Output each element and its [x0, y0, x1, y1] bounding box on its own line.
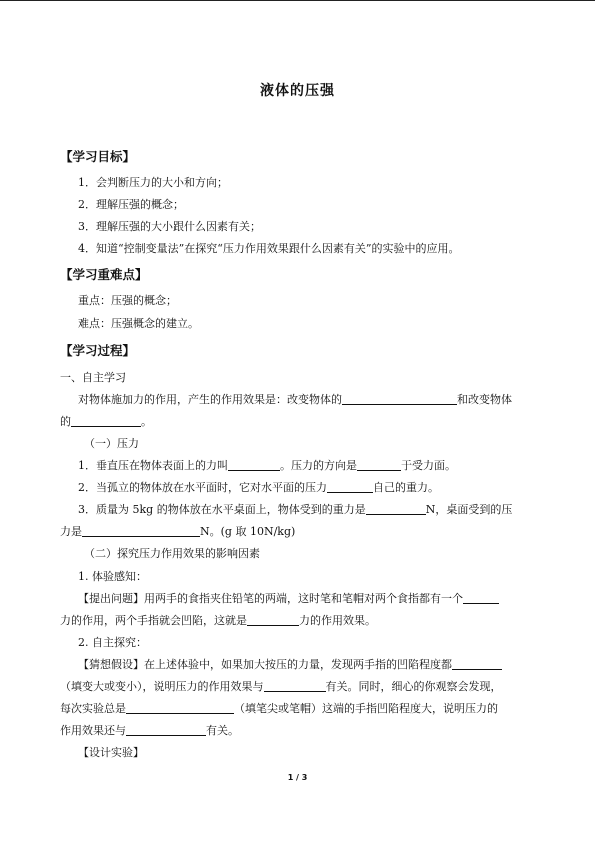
- intro-line-1: 对物体施加力的作用，产生的作用效果是：改变物体的 和改变物体: [78, 393, 512, 406]
- hypothesis-line-3: 每次实验总是 （填笔尖或笔帽）这端的手指凹陷程度大，说明压力的: [60, 702, 498, 715]
- blank-field[interactable]: [82, 525, 200, 537]
- key-point-2: 难点：压强概念的建立。: [78, 317, 199, 330]
- blank-field[interactable]: [264, 680, 326, 692]
- goal-item-2: 2．理解压强的概念；: [78, 198, 184, 211]
- part1-heading: （一）压力: [84, 437, 139, 450]
- question-1: 1．垂直压在物体表面上的力叫 。压力的方向是 于受力面。: [78, 459, 456, 472]
- blank-field[interactable]: [342, 393, 457, 405]
- blank-field[interactable]: [463, 592, 499, 604]
- goal-item-4: 4．知道“控制变量法”在探究“压力作用效果跟什么因素有关”的实验中的应用。: [78, 242, 460, 255]
- key-points-heading: 【学习重难点】: [60, 267, 148, 282]
- key-point-1: 重点：压强的概念；: [78, 294, 177, 307]
- hypothesis-line-4: 作用效果还与 有关。: [60, 724, 239, 737]
- question-3-line-1: 3．质量为 5kg 的物体放在水平桌面上，物体受到的重力是 N，桌面受到的压: [78, 503, 513, 516]
- question-2: 2．当孤立的物体放在水平面时，它对水平面的压力 自己的重力。: [78, 481, 439, 494]
- part2-heading: （二）探究压力作用效果的影响因素: [84, 547, 260, 560]
- page-top-border: [0, 0, 595, 1]
- goal-item-3: 3．理解压强的大小跟什么因素有关；: [78, 220, 261, 233]
- blank-field[interactable]: [452, 658, 502, 670]
- page-number: 1 / 3: [287, 773, 308, 782]
- hypothesis-line-1: 【猜想假设】在上述体验中，如果加大按压的力量，发现两手指的凹陷程度都: [78, 658, 502, 672]
- blank-field[interactable]: [126, 702, 234, 714]
- goal-item-1: 1．会判断压力的大小和方向；: [78, 176, 228, 189]
- self-study-heading: 一、自主学习: [60, 371, 126, 384]
- blank-field[interactable]: [327, 481, 373, 493]
- design-experiment-heading: 【设计实验】: [78, 746, 144, 759]
- question-3-line-2: 力是 N。(g 取 10N/kg): [60, 525, 296, 538]
- experience-step: 1. 体验感知：: [78, 570, 147, 583]
- ask-question-line-1: 【提出问题】用两手的食指夹住铅笔的两端，这时笔和笔帽对两个食指都有一个: [78, 592, 499, 606]
- ask-question-line-2: 力的作用，两个手指就会凹陷，这就是 力的作用效果。: [60, 614, 376, 627]
- page-title: 液体的压强: [260, 83, 335, 99]
- blank-field[interactable]: [366, 503, 426, 515]
- blank-field[interactable]: [357, 459, 401, 471]
- intro-line-2: 的 。: [60, 415, 152, 428]
- blank-field[interactable]: [71, 415, 141, 427]
- hypothesis-line-2: （填变大或变小），说明压力的作用效果与 有关。同时，细心的你观察会发现，: [60, 680, 502, 693]
- blank-field[interactable]: [126, 724, 206, 736]
- blank-field[interactable]: [247, 614, 299, 626]
- goals-heading: 【学习目标】: [60, 149, 136, 164]
- blank-field[interactable]: [228, 459, 280, 471]
- process-heading: 【学习过程】: [60, 343, 136, 358]
- self-explore-step: 2. 自主探究：: [78, 636, 147, 649]
